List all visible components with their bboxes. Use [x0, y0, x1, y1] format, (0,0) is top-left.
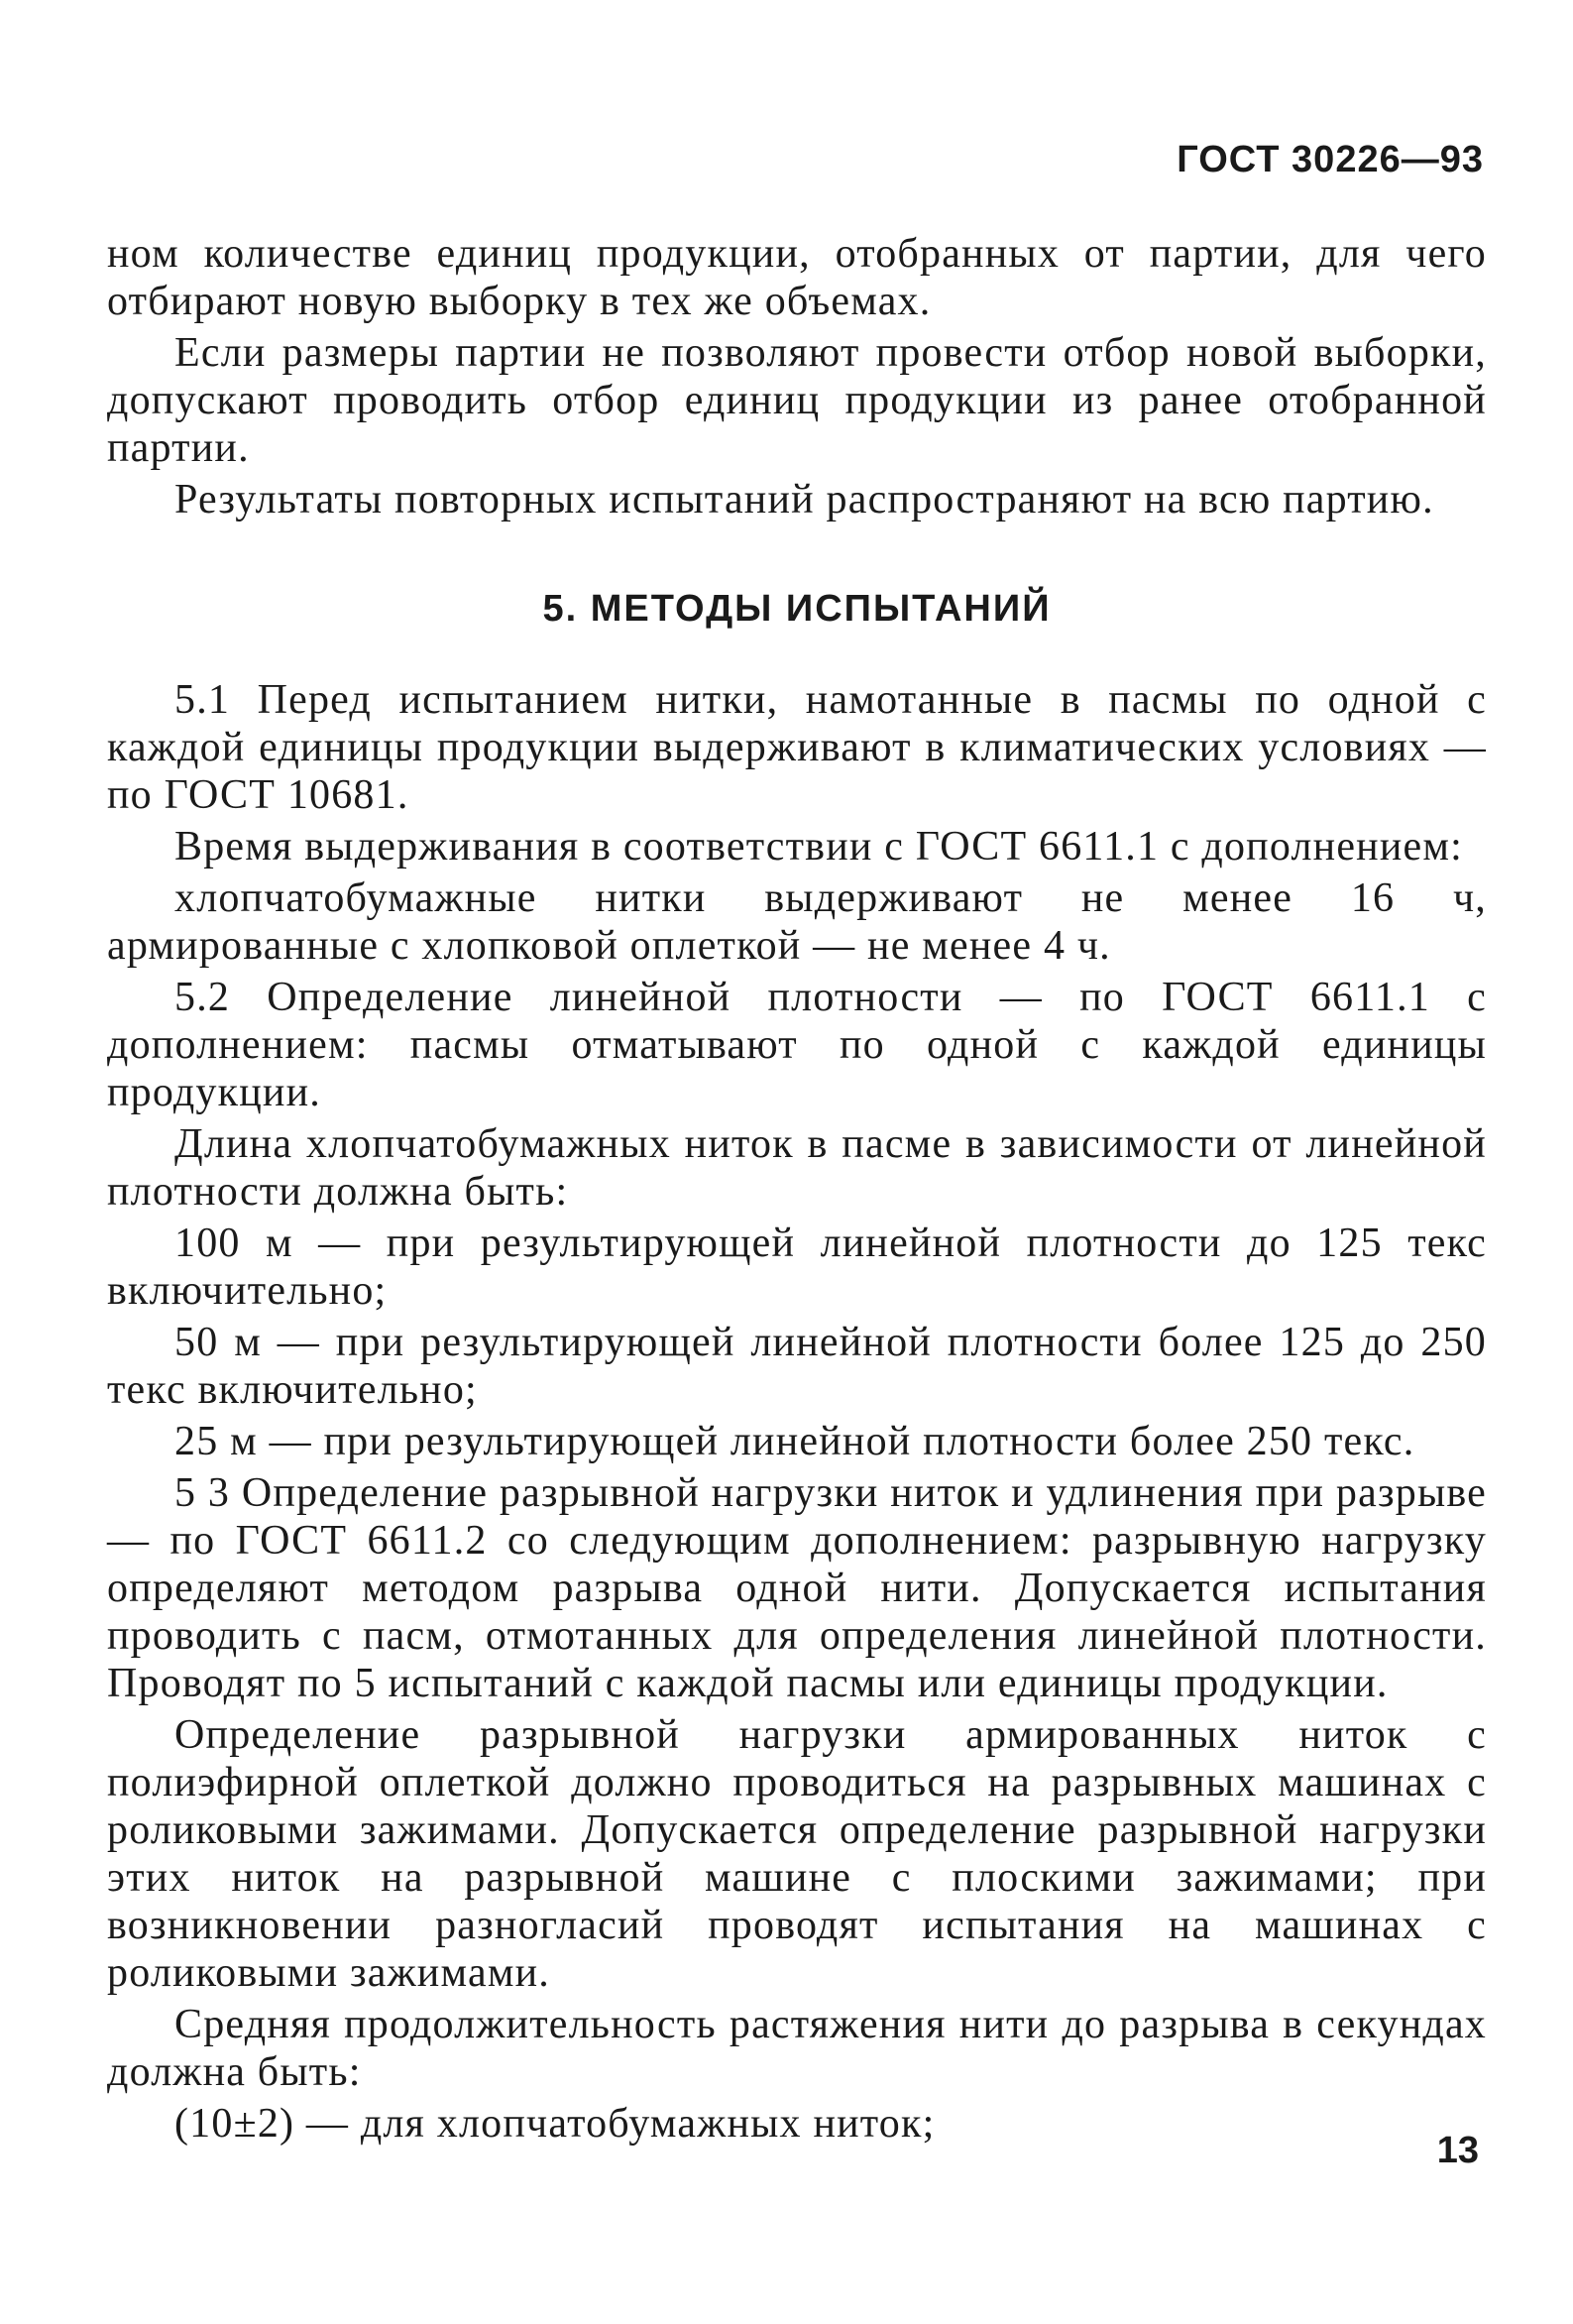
- clause-5-3: 5 3 Определение разрывной нагрузки ниток и удлинения при разрыве — по ГОСТ 6611.2 со следующим дополнением: разрывную нагрузку определяют методом разрыва одной нити. Допускается испытания проводить с пасм, отмотанных для определения линейной плотности. Проводят по 5 испытаний с каждой пасмы или единицы продукции.: [107, 1470, 1487, 1706]
- paragraph: хлопчатобумажные нитки выдерживают не менее 16 ч, армированные с хлопковой оплеткой — не менее 4 ч.: [107, 875, 1487, 969]
- clause-5-2: 5.2 Определение линейной плотности — по ГОСТ 6611.1 с дополнением: пасмы отматывают по одной с каждой единицы продукции.: [107, 975, 1487, 1115]
- paragraph: Средняя продолжительность растяжения нити до разрыва в секундах должна быть:: [107, 2002, 1487, 2095]
- page-number: 13: [1436, 2130, 1479, 2171]
- list-item: 100 м — при результирующей линейной плотности до 125 текс включительно;: [107, 1220, 1487, 1314]
- list-item: 25 м — при результирующей линейной плотности более 250 текс.: [174, 1419, 1415, 1464]
- list-item: 50 м — при результирующей линейной плотности более 125 до 250 текс включительно;: [107, 1320, 1487, 1413]
- list-item: (10±2) — для хлопчатобумажных ниток;: [174, 2101, 936, 2147]
- paragraph: Определение разрывной нагрузки армированных ниток с полиэфирной оплеткой должно проводиться на разрывных машинах с роликовыми зажимами. Допускается определение разрывной нагрузки этих ниток на разрывной машине с плоскими зажимами; при возникновении разногласий проводят испытания на машинах с роликовыми зажимами.: [107, 1712, 1487, 1996]
- paragraph: Длина хлопчатобумажных ниток в пасме в зависимости от линейной плотности должна быть:: [107, 1121, 1487, 1215]
- paragraph: Время выдерживания в соответствии с ГОСТ 6611.1 с дополнением:: [174, 824, 1464, 870]
- paragraph-continuation: ном количестве единиц продукции, отобранных от партии, для чего отбирают новую выборку в тех же объемах.: [107, 231, 1487, 324]
- document-code-header: ГОСТ 30226—93: [1177, 139, 1484, 180]
- section-title: 5. МЕТОДЫ ИСПЫТАНИЙ: [542, 588, 1052, 630]
- paragraph: Результаты повторных испытаний распространяют на всю партию.: [174, 477, 1434, 523]
- paragraph: Если размеры партии не позволяют провести отбор новой выборки, допускают проводить отбор единиц продукции из ранее отобранной партии.: [107, 330, 1487, 471]
- clause-5-1: 5.1 Перед испытанием нитки, намотанные в пасмы по одной с каждой единицы продукции выдерживают в климатических условиях — по ГОСТ 10681.: [107, 677, 1487, 818]
- page-body: [107, 230, 1487, 2151]
